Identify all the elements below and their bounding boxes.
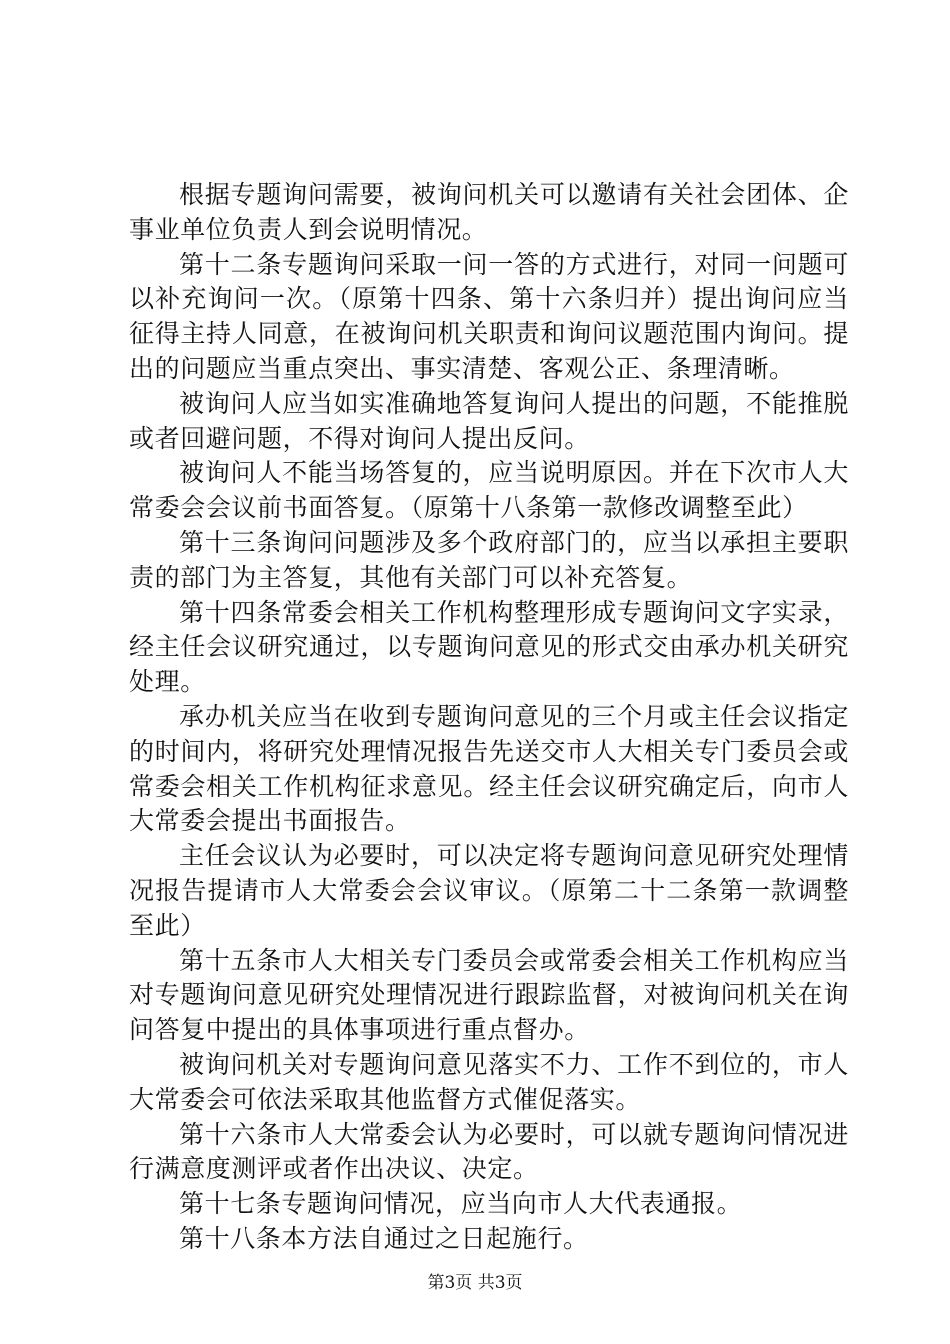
paragraph-article-15: 第十五条市人大相关专门委员会或常委会相关工作机构应当对专题询问意见研究处理情况进行跟踪监督，对被询问机关在询问答复中提出的具体事项进行重点督办。 bbox=[129, 945, 849, 1045]
paragraph-article-14: 第十四条常委会相关工作机构整理形成专题询问文字实录，经主任会议研究通过，以专题询问意见的形式交由承办机关研究处理。 bbox=[129, 597, 849, 697]
paragraph-article-16: 第十六条市人大常委会认为必要时，可以就专题询问情况进行满意度测评或者作出决议、决定。 bbox=[129, 1119, 849, 1184]
paragraph-council-review: 主任会议认为必要时，可以决定将专题询问意见研究处理情况报告提请市人大常委会会议审议。（原第二十二条第一款调整至此） bbox=[129, 841, 849, 940]
paragraph-supervision: 被询问机关对专题询问意见落实不力、工作不到位的，市人大常委会可依法采取其他监督方式催促落实。 bbox=[129, 1049, 849, 1114]
paragraph-article-17: 第十七条专题询问情况，应当向市人大代表通报。 bbox=[179, 1189, 743, 1219]
paragraph-article-13: 第十三条询问问题涉及多个政府部门的，应当以承担主要职责的部门为主答复，其他有关部门可以补充答复。 bbox=[129, 527, 849, 592]
paragraph-answer-accurately: 被询问人应当如实准确地答复询问人提出的问题，不能推脱或者回避问题，不得对询问人提出反问。 bbox=[129, 388, 849, 453]
paragraph-written-reply: 被询问人不能当场答复的，应当说明原因。并在下次市人大常委会会议前书面答复。（原第十八条第一款修改调整至此） bbox=[129, 458, 849, 523]
paragraph-handling-report: 承办机关应当在收到专题询问意见的三个月或主任会议指定的时间内，将研究处理情况报告先送交市人大相关专门委员会或常委会相关工作机构征求意见。经主任会议研究确定后，向市人大常委会提出书面报告。 bbox=[129, 701, 849, 836]
paragraph-invited-units: 根据专题询问需要，被询问机关可以邀请有关社会团体、企事业单位负责人到会说明情况。 bbox=[129, 180, 849, 244]
page-number: 第3页 共3页 bbox=[427, 1273, 523, 1293]
paragraph-article-12: 第十二条专题询问采取一问一答的方式进行，对同一问题可以补充询问一次。（原第十四条、第十六条归并）提出询问应当征得主持人同意，在被询问机关职责和询问议题范围内询问。提出的问题应当重点突出、事实清楚、客观公正、条理清晰。 bbox=[129, 249, 849, 383]
document-body bbox=[129, 178, 849, 1257]
paragraph-article-18: 第十八条本方法自通过之日起施行。 bbox=[179, 1223, 589, 1253]
page-footer bbox=[0, 1268, 950, 1293]
